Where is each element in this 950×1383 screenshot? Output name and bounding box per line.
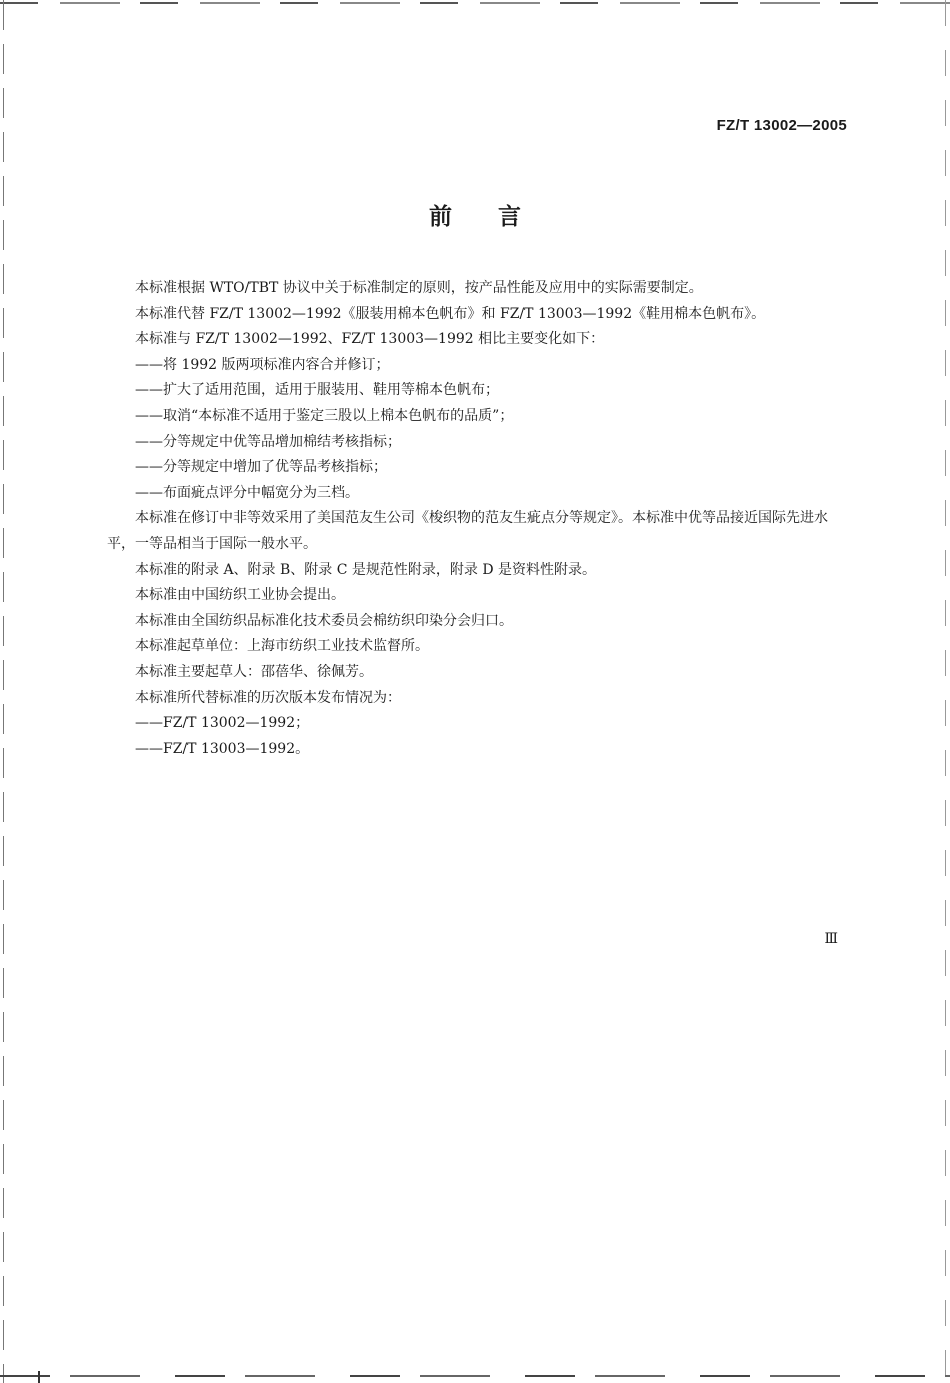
list-item: ——FZ/T 13003—1992。 [135, 740, 310, 757]
page-title: 前言 [429, 204, 567, 230]
list-item: ——分等规定中优等品增加棉结考核指标； [135, 433, 401, 450]
paragraph: 本标准由中国纺织工业协会提出。 [135, 587, 345, 604]
paragraph: 本标准与 FZ/T 13002—1992、FZ/T 13003—1992 相比主要变化如下： [135, 331, 605, 348]
list-item: ——将 1992 版两项标准内容合并修订； [135, 356, 390, 373]
page-number: Ⅲ [824, 931, 838, 947]
foreword-body [107, 276, 849, 762]
paragraph: 本标准根据 WTO/TBT 协议中关于标准制定的原则，按产品性能及应用中的实际需要制定。 [135, 280, 703, 296]
paragraph: 本标准在修订中非等效采用了美国范友生公司《梭织物的范友生疵点分等规定》。本标准中优等品接近国际先进水平，一等品相当于国际一般水平。 [107, 510, 828, 552]
list-item: ——布面疵点评分中幅宽分为三档。 [135, 484, 359, 501]
list-item: ——扩大了适用范围，适用于服装用、鞋用等棉本色帆布； [135, 382, 499, 399]
paragraph: 本标准的附录 A、附录 B、附录 C 是规范性附录，附录 D 是资料性附录。 [135, 561, 597, 578]
paragraph: 本标准起草单位：上海市纺织工业技术监督所。 [135, 638, 429, 655]
paragraph: 本标准代替 FZ/T 13002—1992《服装用棉本色帆布》和 FZ/T 13003—1992《鞋用棉本色帆布》。 [135, 305, 766, 322]
scan-mark [38, 1371, 40, 1383]
scan-edge-top [0, 2, 950, 4]
paragraph: 本标准由全国纺织品标准化技术委员会棉纺织印染分会归口。 [135, 612, 513, 629]
list-item: ——取消“本标准不适用于鉴定三股以上棉本色帆布的品质”； [135, 407, 514, 424]
list-item: ——FZ/T 13002—1992； [135, 715, 310, 732]
list-item: ——分等规定中增加了优等品考核指标； [135, 459, 387, 476]
paragraph: 本标准主要起草人：邵蓓华、徐佩芳。 [135, 663, 373, 680]
paragraph: 本标准所代替标准的历次版本发布情况为： [135, 689, 401, 706]
standard-code: FZ/T 13002—2005 [716, 117, 847, 134]
scan-edge-bottom [0, 1375, 950, 1377]
